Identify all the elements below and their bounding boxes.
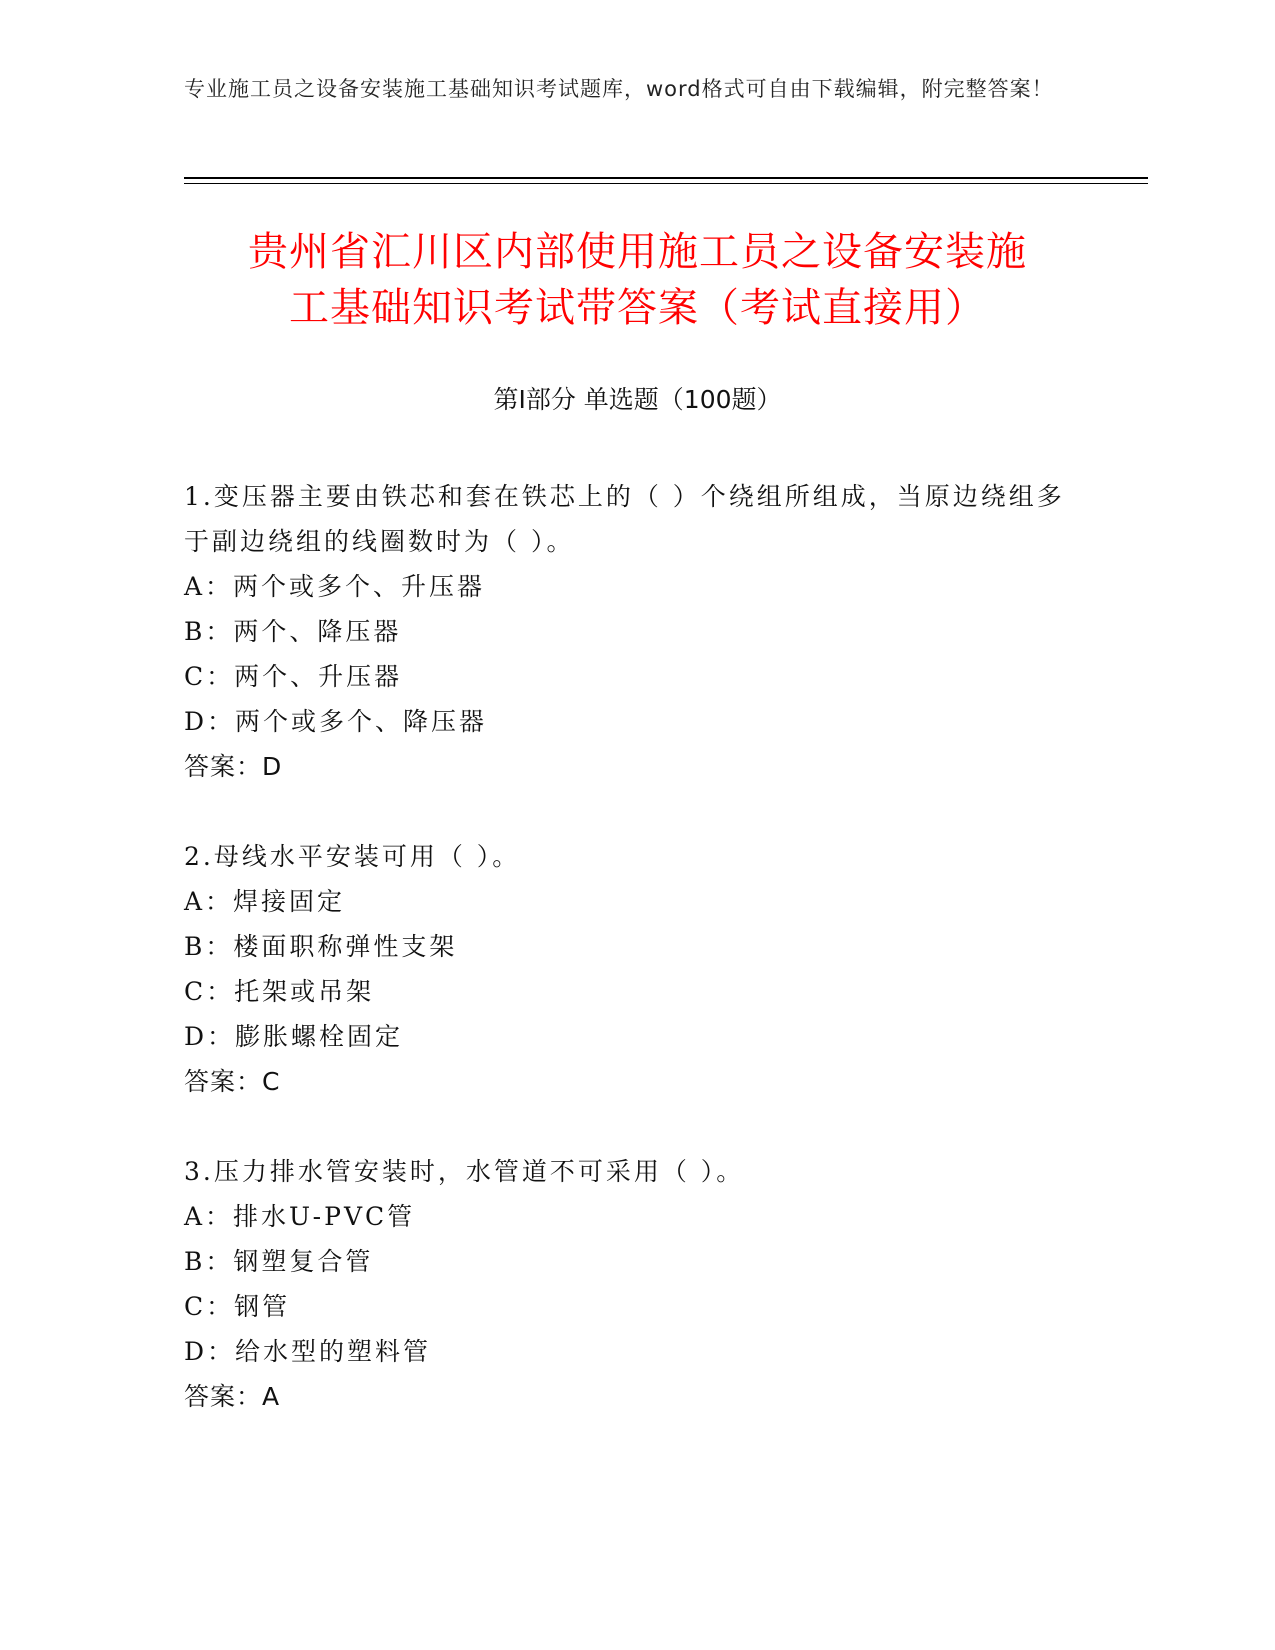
- question-option-c: C：两个、升压器: [184, 662, 403, 691]
- header-divider-thick: [184, 177, 1148, 179]
- question-answer: 答案：A: [184, 1382, 281, 1411]
- question-stem: 2.母线水平安装可用（ ）。: [184, 842, 521, 871]
- question-option-b: B：楼面职称弹性支架: [184, 932, 458, 961]
- question-item: [184, 474, 1084, 789]
- question-option-d: D：膨胀螺栓固定: [184, 1022, 404, 1051]
- document-title-line-1: 贵州省汇川区内部使用施工员之设备安装施: [248, 229, 1027, 275]
- question-option-a: A：两个或多个、升压器: [184, 572, 486, 601]
- question-answer: 答案：D: [184, 752, 283, 781]
- question-option-a: A：焊接固定: [184, 887, 346, 916]
- question-option-c: C：钢管: [184, 1292, 291, 1321]
- question-option-d: D：两个或多个、降压器: [184, 707, 488, 736]
- question-item: [184, 1149, 1084, 1419]
- header-note: 专业施工员之设备安装施工基础知识考试题库，word格式可自由下载编辑，附完整答案！: [184, 77, 1054, 101]
- question-option-a: A：排水U-PVC管: [184, 1202, 416, 1231]
- question-item: [184, 834, 1084, 1104]
- question-list: [184, 474, 1084, 1464]
- question-answer: 答案：C: [184, 1067, 281, 1096]
- question-option-c: C：托架或吊架: [184, 977, 375, 1006]
- question-option-b: B：钢塑复合管: [184, 1247, 374, 1276]
- question-option-d: D：给水型的塑料管: [184, 1337, 432, 1366]
- question-option-b: B：两个、降压器: [184, 617, 402, 646]
- document-title-line-2: 工基础知识考试带答案（考试直接用）: [289, 285, 986, 331]
- section-title: 第Ⅰ部分 单选题（100题）: [493, 385, 782, 414]
- question-stem: 1.变压器主要由铁芯和套在铁芯上的（ ）个绕组所组成，当原边绕组多于副边绕组的线圈数时为（ ）。: [184, 482, 1065, 556]
- document-title: [130, 224, 1145, 336]
- question-stem: 3.压力排水管安装时，水管道不可采用（ ）。: [184, 1157, 745, 1186]
- header-divider-thin: [184, 183, 1148, 184]
